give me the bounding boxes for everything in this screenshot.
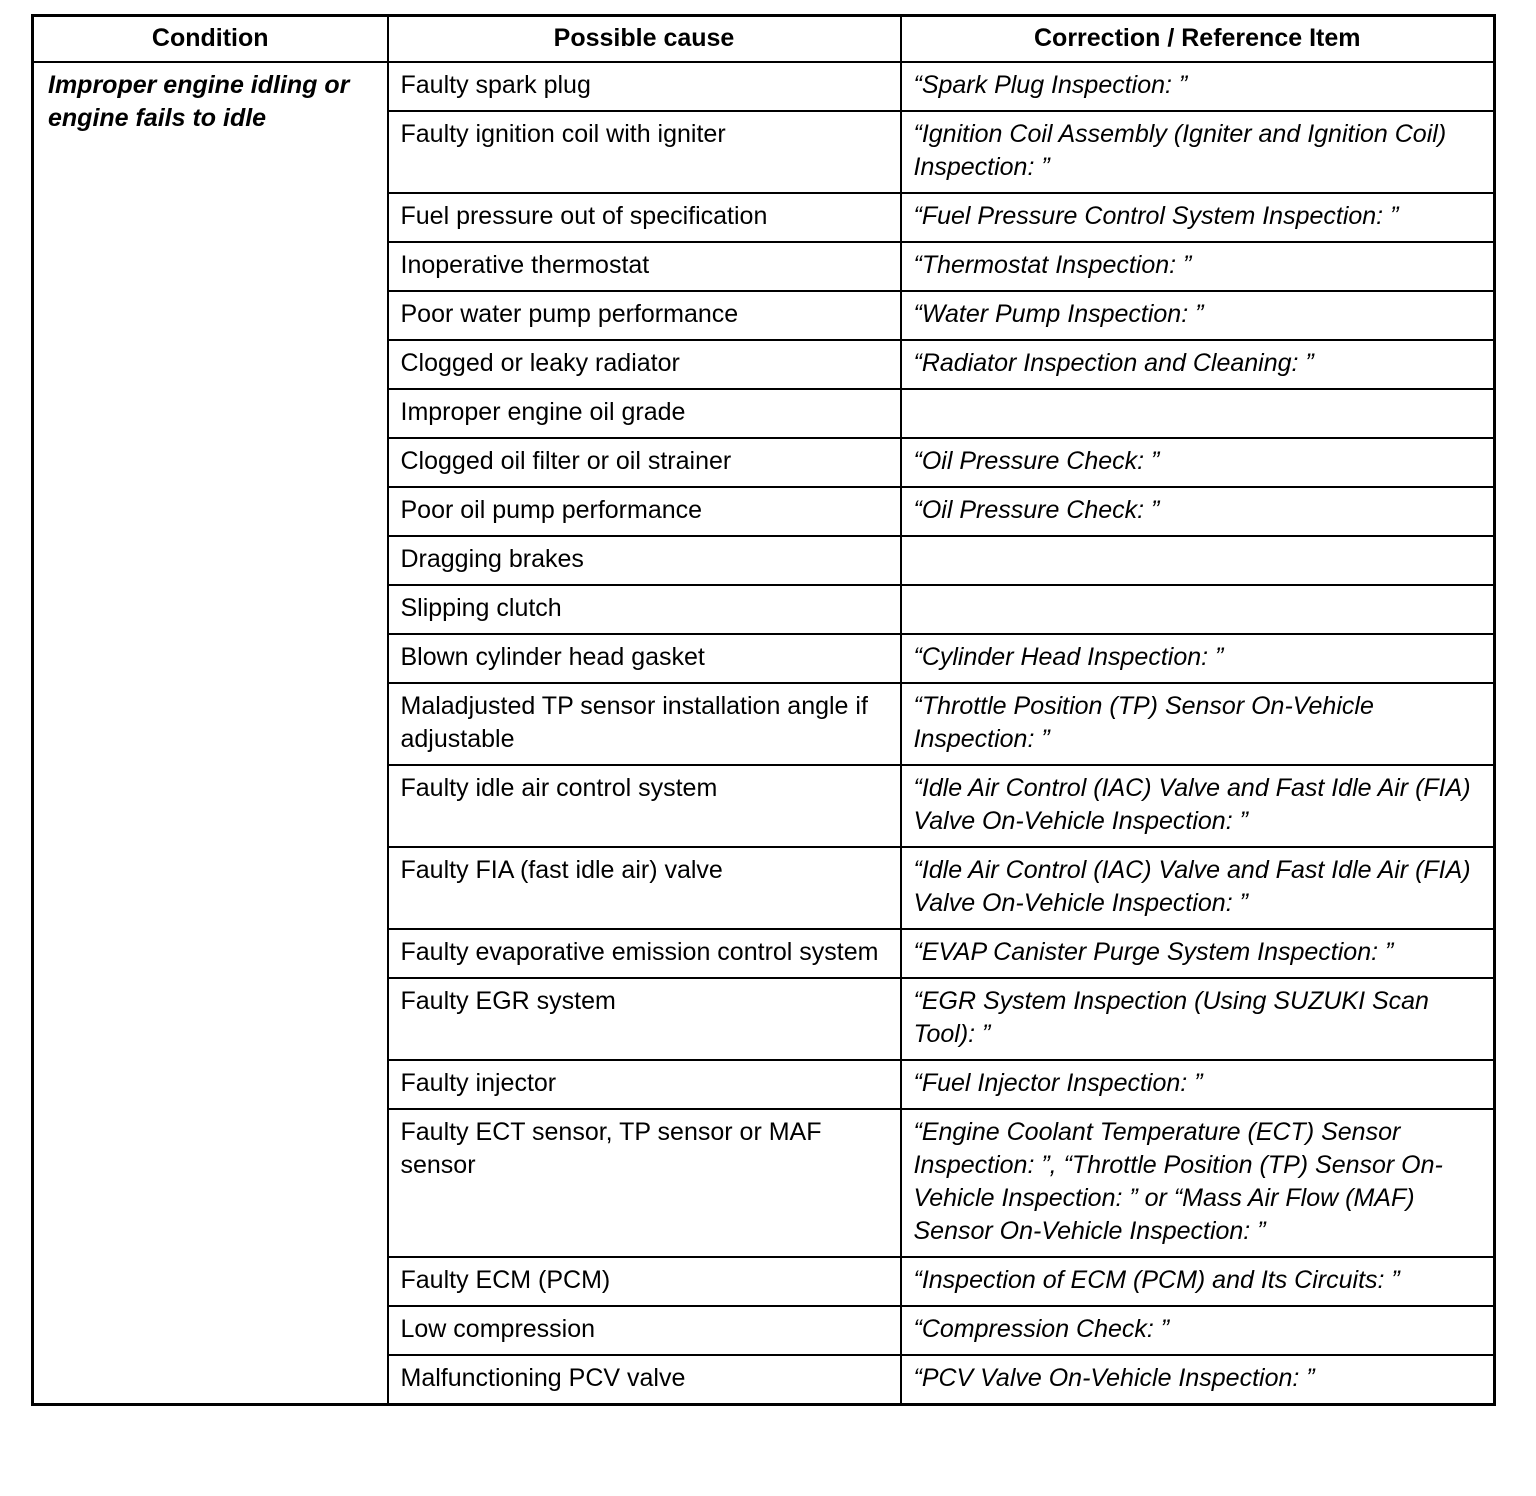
cause-cell: Faulty EGR system [388, 978, 901, 1060]
cause-cell: Improper engine oil grade [388, 389, 901, 438]
reference-cell: “Fuel Injector Inspection: ” [901, 1060, 1495, 1109]
cause-cell: Fuel pressure out of specification [388, 193, 901, 242]
reference-cell: “Cylinder Head Inspection: ” [901, 634, 1495, 683]
cause-cell: Dragging brakes [388, 536, 901, 585]
reference-cell: “Oil Pressure Check: ” [901, 487, 1495, 536]
reference-cell: “Water Pump Inspection: ” [901, 291, 1495, 340]
cause-cell: Clogged or leaky radiator [388, 340, 901, 389]
cause-cell: Faulty ignition coil with igniter [388, 111, 901, 193]
header-correction: Correction / Reference Item [901, 16, 1495, 62]
reference-cell: “Oil Pressure Check: ” [901, 438, 1495, 487]
table-row [33, 62, 1495, 111]
header-condition: Condition [33, 16, 388, 62]
reference-cell: “Compression Check: ” [901, 1306, 1495, 1355]
reference-cell: “EGR System Inspection (Using SUZUKI Scan Tool): ” [901, 978, 1495, 1060]
header-row [33, 16, 1495, 62]
reference-cell: “PCV Valve On-Vehicle Inspection: ” [901, 1355, 1495, 1405]
cause-cell: Blown cylinder head gasket [388, 634, 901, 683]
reference-cell: “Fuel Pressure Control System Inspection: ” [901, 193, 1495, 242]
cause-cell: Faulty ECM (PCM) [388, 1257, 901, 1306]
reference-cell: “Engine Coolant Temperature (ECT) Sensor Inspection: ”, “Throttle Position (TP) Sensor On-Vehicle Inspection: ” or “Mass Air Flow (MAF) Sensor On-Vehicle Inspection: ” [901, 1109, 1495, 1257]
cause-cell: Faulty idle air control system [388, 765, 901, 847]
reference-cell: “EVAP Canister Purge System Inspection: ” [901, 929, 1495, 978]
cause-cell: Faulty injector [388, 1060, 901, 1109]
reference-cell: “Ignition Coil Assembly (Igniter and Ignition Coil) Inspection: ” [901, 111, 1495, 193]
cause-cell: Faulty spark plug [388, 62, 901, 111]
cause-cell: Faulty ECT sensor, TP sensor or MAF sensor [388, 1109, 901, 1257]
reference-cell: “Throttle Position (TP) Sensor On-Vehicle Inspection: ” [901, 683, 1495, 765]
reference-cell [901, 536, 1495, 585]
reference-cell: “Idle Air Control (IAC) Valve and Fast Idle Air (FIA) Valve On-Vehicle Inspection: ” [901, 847, 1495, 929]
cause-cell: Inoperative thermostat [388, 242, 901, 291]
reference-cell: “Spark Plug Inspection: ” [901, 62, 1495, 111]
cause-cell: Maladjusted TP sensor installation angle if adjustable [388, 683, 901, 765]
reference-cell [901, 585, 1495, 634]
troubleshooting-table [31, 14, 1496, 1406]
cause-cell: Faulty evaporative emission control system [388, 929, 901, 978]
condition-cell: Improper engine idling or engine fails to idle [33, 62, 388, 1405]
cause-cell: Poor water pump performance [388, 291, 901, 340]
cause-cell: Faulty FIA (fast idle air) valve [388, 847, 901, 929]
table-body [33, 62, 1495, 1405]
reference-cell [901, 389, 1495, 438]
cause-cell: Clogged oil filter or oil strainer [388, 438, 901, 487]
header-possible-cause: Possible cause [388, 16, 901, 62]
cause-cell: Poor oil pump performance [388, 487, 901, 536]
reference-cell: “Idle Air Control (IAC) Valve and Fast Idle Air (FIA) Valve On-Vehicle Inspection: ” [901, 765, 1495, 847]
cause-cell: Malfunctioning PCV valve [388, 1355, 901, 1405]
reference-cell: “Inspection of ECM (PCM) and Its Circuits: ” [901, 1257, 1495, 1306]
reference-cell: “Radiator Inspection and Cleaning: ” [901, 340, 1495, 389]
reference-cell: “Thermostat Inspection: ” [901, 242, 1495, 291]
cause-cell: Slipping clutch [388, 585, 901, 634]
cause-cell: Low compression [388, 1306, 901, 1355]
